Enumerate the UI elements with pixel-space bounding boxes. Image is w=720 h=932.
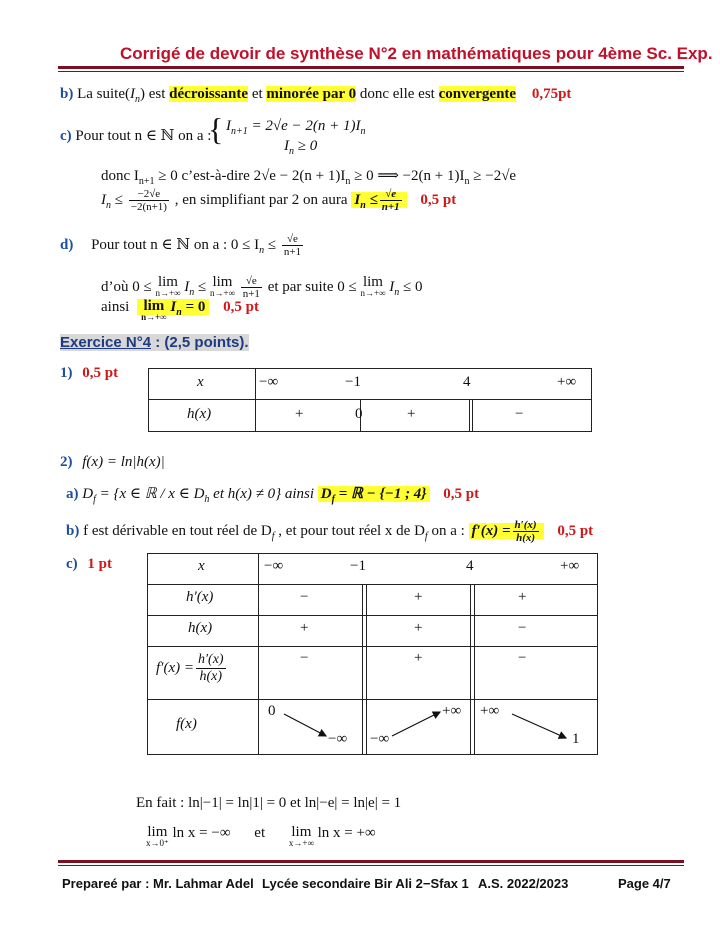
header-rule bbox=[58, 66, 684, 69]
part-d-label: d) bbox=[60, 236, 74, 253]
t: ≥ 0 bbox=[294, 138, 318, 154]
t: I bbox=[284, 138, 289, 154]
t: I bbox=[101, 191, 106, 208]
s: n+1 bbox=[231, 126, 248, 137]
limit-result-highlight bbox=[137, 298, 209, 322]
t: ≥ 0 ⟹ −2(n + 1)I bbox=[350, 168, 465, 184]
ineq-line bbox=[101, 188, 456, 213]
q2-line bbox=[60, 454, 165, 471]
footer-page: Page 4/7 bbox=[618, 876, 671, 891]
highlight-convergente: convergente bbox=[438, 86, 517, 102]
t: D bbox=[82, 486, 94, 502]
den: n+1 bbox=[242, 288, 260, 300]
t: I bbox=[166, 299, 177, 315]
num: √e bbox=[380, 188, 402, 201]
exercise-4-heading bbox=[60, 334, 249, 352]
zero: 0 bbox=[355, 406, 363, 422]
s: f bbox=[424, 530, 428, 542]
num: h′(x) bbox=[514, 519, 537, 531]
seq: I bbox=[130, 86, 135, 102]
part-c-intro bbox=[60, 126, 211, 145]
under: n→+∞ bbox=[141, 312, 167, 322]
under: x→0⁺ bbox=[146, 838, 169, 848]
num: −2√e bbox=[129, 188, 169, 201]
q2a-line bbox=[66, 484, 479, 505]
f-value: +∞ bbox=[442, 703, 462, 719]
limit bbox=[141, 299, 167, 322]
s: n+1 bbox=[138, 176, 155, 187]
num: √e bbox=[241, 275, 262, 288]
t: D bbox=[320, 486, 332, 502]
lim: lim bbox=[212, 274, 233, 290]
dbar bbox=[469, 399, 470, 431]
t: I bbox=[226, 118, 231, 134]
t: on a : bbox=[427, 522, 469, 539]
points-b: 0,75pt bbox=[531, 86, 572, 102]
lim: lim bbox=[362, 274, 383, 290]
t: I bbox=[354, 191, 361, 208]
t: ln x = −∞ bbox=[168, 825, 231, 841]
limit bbox=[210, 275, 235, 298]
den: n+1 bbox=[381, 201, 400, 213]
variation-arrows bbox=[148, 554, 597, 754]
val: +∞ bbox=[557, 374, 577, 390]
sign: − bbox=[300, 650, 309, 666]
limit bbox=[146, 825, 169, 848]
t: I bbox=[180, 278, 190, 295]
t: ainsi bbox=[101, 299, 130, 315]
arrow-decrease bbox=[284, 714, 326, 736]
exercise-title: Exercice N°4 bbox=[60, 334, 152, 351]
dbar bbox=[472, 399, 473, 431]
val: 4 bbox=[463, 374, 471, 390]
t: et bbox=[254, 825, 266, 841]
t: ≤ bbox=[365, 191, 378, 208]
under: n→+∞ bbox=[209, 288, 235, 298]
system-brace: { bbox=[208, 111, 224, 147]
sub: n bbox=[135, 94, 140, 105]
fraction bbox=[282, 233, 303, 258]
sign: − bbox=[518, 620, 527, 636]
t: Pour tout n ∈ ℕ on a : 0 ≤ I bbox=[91, 236, 260, 253]
t: ln x = +∞ bbox=[313, 825, 376, 841]
t: f′(x) = bbox=[471, 522, 511, 539]
val: 4 bbox=[466, 558, 474, 574]
q1-label-line bbox=[60, 365, 118, 382]
s: n bbox=[345, 176, 351, 187]
s: n bbox=[259, 244, 265, 256]
q2a-label: a) bbox=[66, 486, 79, 502]
system-line-1 bbox=[226, 118, 366, 137]
sign: + bbox=[414, 650, 423, 666]
points-d: 0,5 pt bbox=[223, 299, 259, 315]
q2-label: 2) bbox=[60, 454, 73, 470]
val: −1 bbox=[345, 374, 361, 390]
sign: − bbox=[515, 406, 524, 422]
s: n bbox=[106, 199, 111, 211]
header-rule-thin bbox=[58, 71, 684, 72]
donc-line bbox=[101, 166, 516, 187]
t: ≤ bbox=[264, 236, 277, 253]
fraction bbox=[513, 519, 539, 544]
dou-line bbox=[101, 275, 422, 300]
sign: + bbox=[414, 589, 423, 605]
h-label: h(x) bbox=[188, 620, 213, 636]
f-value: 0 bbox=[268, 703, 276, 719]
sign: − bbox=[300, 589, 309, 605]
q2b-label: b) bbox=[66, 522, 80, 539]
sign: + bbox=[414, 620, 423, 636]
val: −∞ bbox=[264, 558, 284, 574]
points-c: 0,5 pt bbox=[420, 191, 457, 208]
t: et h(x) ≠ 0} ainsi bbox=[209, 486, 318, 502]
t: , et pour tout réel x de D bbox=[274, 522, 425, 539]
t: et par suite 0 ≤ bbox=[263, 278, 361, 295]
den: h(x) bbox=[516, 532, 536, 544]
t: f′(x) = bbox=[156, 659, 194, 676]
footer-rule-thin bbox=[58, 865, 684, 866]
t: = {x ∈ ℝ / x ∈ D bbox=[95, 486, 205, 502]
limit bbox=[289, 825, 314, 848]
part-c-label: c) bbox=[60, 128, 72, 144]
f-value: −∞ bbox=[328, 731, 348, 747]
under: x→+∞ bbox=[288, 838, 314, 848]
s: f bbox=[271, 530, 275, 542]
lim: lim bbox=[291, 824, 312, 840]
den: h(x) bbox=[199, 669, 223, 684]
q1-label: 1) bbox=[60, 365, 73, 381]
t: d’où 0 ≤ bbox=[101, 278, 156, 295]
q2c-label: c) bbox=[66, 556, 78, 572]
s: f bbox=[93, 494, 96, 505]
hp-label: h′(x) bbox=[186, 589, 214, 605]
s: n bbox=[360, 199, 366, 211]
num: h′(x) bbox=[197, 652, 224, 667]
text: et bbox=[248, 86, 267, 102]
t: = 2√e − 2(n + 1)I bbox=[247, 118, 361, 134]
s: f bbox=[331, 494, 335, 505]
footer-school: Lycée secondaire Bir Ali 2−Sfax 1 bbox=[262, 876, 469, 891]
f-value: 1 bbox=[572, 731, 580, 747]
t: ≤ bbox=[194, 278, 210, 295]
fraction bbox=[380, 188, 402, 213]
t: ≥ −2√e bbox=[469, 168, 517, 184]
lim: lim bbox=[157, 274, 178, 290]
under: n→+∞ bbox=[360, 288, 386, 298]
val: −∞ bbox=[259, 374, 279, 390]
x-header: x bbox=[198, 558, 205, 574]
f-value: −∞ bbox=[370, 731, 390, 747]
t: I bbox=[385, 278, 395, 295]
sign: + bbox=[295, 406, 304, 422]
footer-rule bbox=[58, 860, 684, 863]
row-divider bbox=[149, 399, 591, 400]
page-title: Corrigé de devoir de synthèse N°2 en mathématiques pour 4ème Sc. Exp. bbox=[120, 44, 713, 63]
t: ≤ bbox=[111, 191, 123, 208]
limit bbox=[360, 275, 385, 298]
hx-label: h(x) bbox=[187, 406, 212, 422]
q2c-points: 1 pt bbox=[87, 556, 112, 572]
footer-author: Prepareé par : Mr. Lahmar Adel bbox=[62, 876, 254, 891]
t: ≥ 0 c’est-à-dire 2√e − 2(n + 1)I bbox=[154, 168, 346, 184]
under: n→+∞ bbox=[155, 288, 181, 298]
den: n+1 bbox=[283, 246, 302, 258]
enfait-line: En fait : ln|−1| = ln|1| = 0 et ln|−e| = ln|e| = 1 bbox=[136, 795, 402, 811]
fraction bbox=[129, 188, 169, 213]
ainsi-line bbox=[101, 299, 259, 322]
result-highlight bbox=[351, 188, 406, 213]
f-value: +∞ bbox=[480, 703, 500, 719]
val: −1 bbox=[350, 558, 366, 574]
sign-table-h bbox=[148, 368, 592, 432]
s: h bbox=[204, 494, 210, 505]
limit bbox=[155, 275, 180, 298]
part-b-line bbox=[60, 86, 571, 105]
t: = 0 bbox=[181, 299, 206, 315]
highlight-decroissante: décroissante bbox=[169, 86, 249, 102]
q1-points: 0,5 pt bbox=[82, 365, 119, 381]
variation-table bbox=[147, 553, 598, 755]
t: , en simplifiant par 2 on aura bbox=[170, 191, 352, 208]
footer-year: A.S. 2022/2023 bbox=[478, 876, 569, 891]
part-d-intro bbox=[60, 233, 305, 258]
s: n bbox=[360, 126, 366, 137]
x-header: x bbox=[197, 374, 204, 390]
val: +∞ bbox=[560, 558, 580, 574]
text: ) est bbox=[140, 86, 170, 102]
part-b-label: b) bbox=[60, 86, 74, 102]
sign: − bbox=[518, 650, 527, 666]
num: √e bbox=[282, 233, 303, 246]
arrow-increase bbox=[392, 712, 440, 736]
q2a-points: 0,5 pt bbox=[443, 486, 480, 502]
exercise-points: : (2,5 points). bbox=[151, 334, 249, 351]
fraction bbox=[241, 275, 262, 300]
f-label: f(x) bbox=[176, 716, 197, 732]
text: La suite( bbox=[77, 86, 130, 102]
s: n bbox=[289, 146, 294, 157]
text: donc elle est bbox=[356, 86, 439, 102]
q2b-line bbox=[66, 519, 593, 544]
q2c-line bbox=[66, 556, 112, 573]
domain-highlight bbox=[318, 486, 430, 505]
sign: + bbox=[518, 589, 527, 605]
den: −2(n+1) bbox=[130, 201, 167, 213]
q2b-points: 0,5 pt bbox=[557, 522, 594, 539]
s: n bbox=[464, 176, 470, 187]
highlight-minoree: minorée par 0 bbox=[266, 86, 357, 102]
t: ≤ 0 bbox=[399, 278, 423, 295]
q2-expr: f(x) = ln|h(x)| bbox=[82, 454, 165, 470]
s: n bbox=[394, 286, 400, 298]
t: = ℝ − {−1 ; 4} bbox=[334, 486, 427, 502]
t: donc I bbox=[101, 168, 139, 184]
s: n bbox=[176, 307, 182, 318]
limits-line bbox=[146, 825, 376, 848]
sign: + bbox=[300, 620, 309, 636]
lim: lim bbox=[147, 824, 168, 840]
s: n bbox=[189, 286, 195, 298]
text: Pour tout n ∈ ℕ on a : bbox=[75, 128, 212, 144]
sign: + bbox=[407, 406, 416, 422]
derivative-highlight bbox=[469, 519, 544, 544]
col-divider bbox=[255, 369, 256, 431]
arrow-decrease bbox=[512, 714, 566, 738]
system-line-2 bbox=[284, 138, 317, 157]
lim: lim bbox=[143, 298, 165, 314]
t: f est dérivable en tout réel de D bbox=[83, 522, 272, 539]
